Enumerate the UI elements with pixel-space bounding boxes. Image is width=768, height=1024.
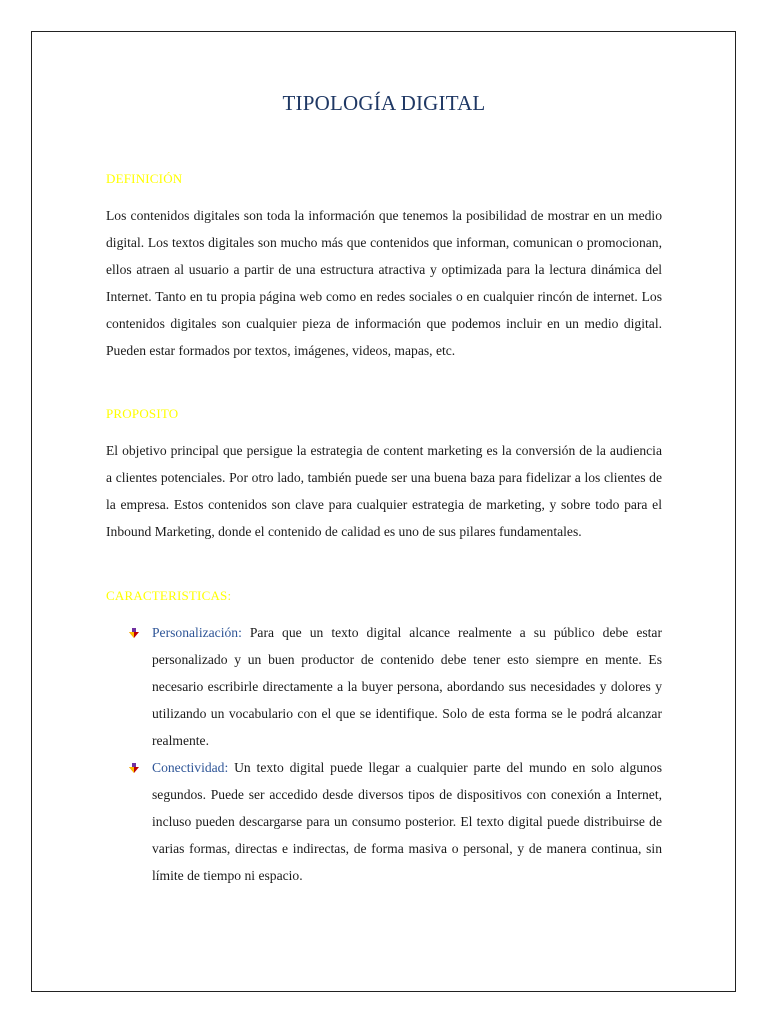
paragraph-definicion: Los contenidos digitales son toda la información que tenemos la posibilidad de mostrar en un medio digital. Los textos digitales son mucho más que contenidos que informan, comunican o promocionan, ellos atraen al usuario a partir de una estructura atractiva y optimizada para la lectura dinámica del Internet. Tanto en tu propia página web como en redes sociales o en cualquier rincón de internet. Los contenidos digitales son cualquier pieza de información que podemos incluir en un medio digital. Pueden estar formados por textos, imágenes, videos, mapas, etc. [106,208,662,358]
text-conectividad: Un texto digital puede llegar a cualquier parte del mundo en solo algunos segundos. Puede ser accedido desde diversos tipos de dispositivos con conexión a Internet, incluso pueden descargarse para un consumo posterior. El texto digital puede distribuirse de varias formas, directas e indirectas, de forma masiva o personal, y de manera continua, sin límite de tiempo ni espacio. [152,760,662,883]
list-item-personalizacion [106,619,662,754]
arrow-bullet-icon [128,762,140,774]
heading-caracteristicas: CARACTERISTICAS: [106,588,232,603]
list-item-conectividad [106,754,662,889]
heading-definicion: DEFINICIÓN [106,171,183,186]
paragraph-proposito: El objetivo principal que persigue la estrategia de content marketing es la conversión de la audiencia a clientes potenciales. Por otro lado, también puede ser una buena baza para fidelizar a los clientes de la empresa. Estos contenidos son clave para cualquier estrategia de marketing, y sobre todo para el Inbound Marketing, donde el contenido de calidad es uno de sus pilares fundamentales. [106,443,662,539]
document-title: TIPOLOGÍA DIGITAL [282,91,486,115]
arrow-bullet-icon [128,627,140,639]
heading-proposito: PROPOSITO [106,406,179,421]
characteristics-list [106,619,662,889]
text-personalizacion: Para que un texto digital alcance realmente a su público debe estar personalizado y un buen productor de contenido debe tener esto siempre en mente. Es necesario escribirle directamente a la buyer persona, abordando sus necesidades y dolores y utilizando un vocabulario con el que se identifique. Solo de esta forma se le podrá alcanzar realmente. [152,625,662,748]
term-personalizacion: Personalización: [152,625,242,640]
term-conectividad: Conectividad: [152,760,229,775]
